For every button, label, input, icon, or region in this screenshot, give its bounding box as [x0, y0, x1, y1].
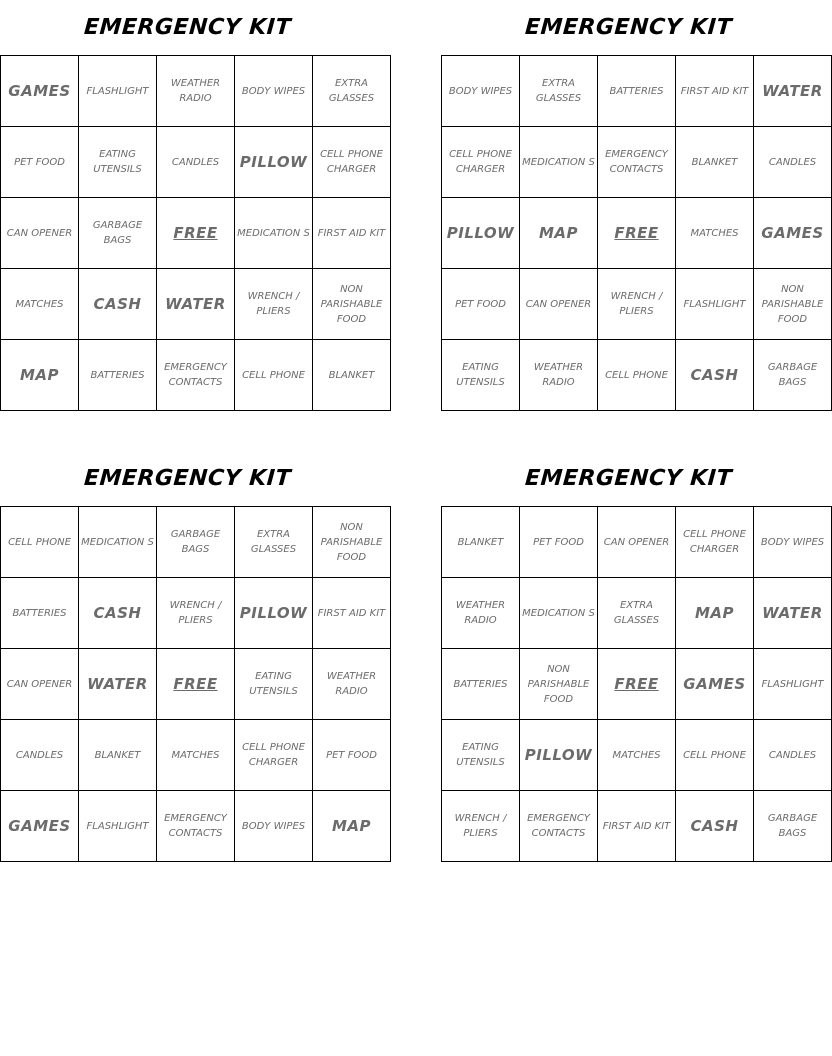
grid-cell: MEDICATION S — [79, 507, 157, 578]
grid-cell: BODY WIPES — [442, 56, 520, 127]
grid-cell: MATCHES — [157, 720, 235, 791]
free-space: FREE — [598, 649, 676, 720]
grid-cell: CANDLES — [157, 127, 235, 198]
grid-cell: WRENCH / PLIERS — [442, 791, 520, 862]
grid-cell: WEATHER RADIO — [520, 340, 598, 411]
grid-cell: BLANKET — [676, 127, 754, 198]
grid-cell: MATCHES — [676, 198, 754, 269]
grid-row — [1, 649, 391, 720]
grid-cell: GAMES — [754, 198, 832, 269]
free-space: FREE — [598, 198, 676, 269]
grid-cell: PET FOOD — [520, 507, 598, 578]
grid-cell: WATER — [79, 649, 157, 720]
bingo-card-2 — [441, 0, 824, 411]
bingo-card-4 — [441, 451, 825, 862]
grid-cell: MAP — [1, 340, 79, 411]
grid-cell: EATING UTENSILS — [442, 720, 520, 791]
grid-cell: FIRST AID KIT — [313, 578, 391, 649]
grid-row — [1, 269, 391, 340]
grid-cell: WATER — [157, 269, 235, 340]
grid-cell: GARBAGE BAGS — [754, 791, 832, 862]
bingo-card-3 — [0, 451, 386, 862]
grid-cell: CASH — [676, 791, 754, 862]
grid-cell: EMERGENCY CONTACTS — [157, 791, 235, 862]
grid-cell: MAP — [676, 578, 754, 649]
grid-cell: GAMES — [1, 791, 79, 862]
grid-row — [1, 578, 391, 649]
grid-cell: MEDICATION S — [520, 578, 598, 649]
grid-cell: CANDLES — [754, 127, 832, 198]
grid-cell: EATING UTENSILS — [442, 340, 520, 411]
grid-cell: CELL PHONE CHARGER — [442, 127, 520, 198]
grid-cell: CELL PHONE — [676, 720, 754, 791]
grid-cell: CELL PHONE CHARGER — [313, 127, 391, 198]
grid-cell: CELL PHONE CHARGER — [676, 507, 754, 578]
grid-cell: CELL PHONE — [235, 340, 313, 411]
grid-row — [442, 720, 832, 791]
grid-cell: GAMES — [1, 56, 79, 127]
grid-cell: GARBAGE BAGS — [157, 507, 235, 578]
grid-cell: CASH — [676, 340, 754, 411]
grid-cell: EATING UTENSILS — [235, 649, 313, 720]
grid-cell: MATCHES — [598, 720, 676, 791]
grid-cell: GARBAGE BAGS — [754, 340, 832, 411]
grid-cell: MATCHES — [1, 269, 79, 340]
grid-cell: MEDICATION S — [520, 127, 598, 198]
grid-row — [442, 791, 832, 862]
bingo-grid — [441, 506, 832, 862]
grid-cell: PILLOW — [520, 720, 598, 791]
grid-cell: WEATHER RADIO — [313, 649, 391, 720]
grid-cell: BODY WIPES — [754, 507, 832, 578]
grid-cell: BODY WIPES — [235, 56, 313, 127]
grid-cell: CELL PHONE — [1, 507, 79, 578]
grid-row — [442, 198, 832, 269]
grid-cell: PILLOW — [235, 127, 313, 198]
grid-cell: CELL PHONE CHARGER — [235, 720, 313, 791]
card-title: EMERGENCY KIT — [83, 466, 292, 491]
grid-row — [1, 56, 391, 127]
grid-row — [1, 507, 391, 578]
grid-cell: FIRST AID KIT — [676, 56, 754, 127]
grid-cell: BLANKET — [313, 340, 391, 411]
grid-cell: WEATHER RADIO — [157, 56, 235, 127]
grid-cell: CELL PHONE — [598, 340, 676, 411]
grid-cell: MEDICATION S — [235, 198, 313, 269]
grid-cell: FLASHLIGHT — [676, 269, 754, 340]
free-space: FREE — [157, 649, 235, 720]
grid-cell: GAMES — [676, 649, 754, 720]
grid-cell: CANDLES — [1, 720, 79, 791]
grid-cell: FIRST AID KIT — [598, 791, 676, 862]
grid-row — [1, 791, 391, 862]
grid-cell: NON PARISHABLE FOOD — [313, 507, 391, 578]
grid-row — [442, 578, 832, 649]
card-title: EMERGENCY KIT — [524, 15, 733, 40]
grid-row — [442, 507, 832, 578]
grid-cell: CAN OPENER — [1, 649, 79, 720]
grid-cell: BATTERIES — [442, 649, 520, 720]
grid-cell: CASH — [79, 578, 157, 649]
grid-cell: BATTERIES — [598, 56, 676, 127]
grid-row — [1, 340, 391, 411]
card-title: EMERGENCY KIT — [524, 466, 733, 491]
grid-cell: BATTERIES — [1, 578, 79, 649]
grid-row — [442, 269, 832, 340]
grid-cell: FLASHLIGHT — [79, 791, 157, 862]
grid-cell: CASH — [79, 269, 157, 340]
grid-cell: PILLOW — [235, 578, 313, 649]
grid-cell: FLASHLIGHT — [79, 56, 157, 127]
grid-cell: EMERGENCY CONTACTS — [157, 340, 235, 411]
grid-cell: WRENCH / PLIERS — [157, 578, 235, 649]
grid-row — [1, 720, 391, 791]
grid-cell: WATER — [754, 56, 832, 127]
grid-row — [442, 127, 832, 198]
grid-cell: NON PARISHABLE FOOD — [313, 269, 391, 340]
grid-cell: CAN OPENER — [598, 507, 676, 578]
grid-cell: MAP — [520, 198, 598, 269]
grid-cell: MAP — [313, 791, 391, 862]
card-title: EMERGENCY KIT — [83, 15, 292, 40]
grid-cell: EXTRA GLASSES — [520, 56, 598, 127]
grid-cell: EXTRA GLASSES — [313, 56, 391, 127]
grid-cell: WRENCH / PLIERS — [598, 269, 676, 340]
grid-cell: EATING UTENSILS — [79, 127, 157, 198]
grid-row — [442, 56, 832, 127]
grid-cell: PET FOOD — [313, 720, 391, 791]
grid-cell: FLASHLIGHT — [754, 649, 832, 720]
free-space: FREE — [157, 198, 235, 269]
grid-cell: PILLOW — [442, 198, 520, 269]
grid-cell: CAN OPENER — [1, 198, 79, 269]
bingo-card-1 — [0, 0, 386, 411]
grid-cell: EMERGENCY CONTACTS — [598, 127, 676, 198]
grid-cell: BLANKET — [79, 720, 157, 791]
grid-row — [1, 127, 391, 198]
grid-cell: WEATHER RADIO — [442, 578, 520, 649]
grid-cell: PET FOOD — [442, 269, 520, 340]
grid-cell: BLANKET — [442, 507, 520, 578]
grid-cell: EXTRA GLASSES — [235, 507, 313, 578]
grid-row — [442, 340, 832, 411]
grid-cell: FIRST AID KIT — [313, 198, 391, 269]
grid-cell: PET FOOD — [1, 127, 79, 198]
grid-row — [442, 649, 832, 720]
grid-cell: GARBAGE BAGS — [79, 198, 157, 269]
grid-cell: NON PARISHABLE FOOD — [520, 649, 598, 720]
grid-cell: BATTERIES — [79, 340, 157, 411]
grid-cell: WRENCH / PLIERS — [235, 269, 313, 340]
grid-cell: EMERGENCY CONTACTS — [520, 791, 598, 862]
bingo-grid — [0, 506, 391, 862]
grid-cell: BODY WIPES — [235, 791, 313, 862]
grid-row — [1, 198, 391, 269]
grid-cell: CAN OPENER — [520, 269, 598, 340]
grid-cell: NON PARISHABLE FOOD — [754, 269, 832, 340]
bingo-grid — [0, 55, 391, 411]
grid-cell: CANDLES — [754, 720, 832, 791]
bingo-grid — [441, 55, 832, 411]
grid-cell: WATER — [754, 578, 832, 649]
grid-cell: EXTRA GLASSES — [598, 578, 676, 649]
